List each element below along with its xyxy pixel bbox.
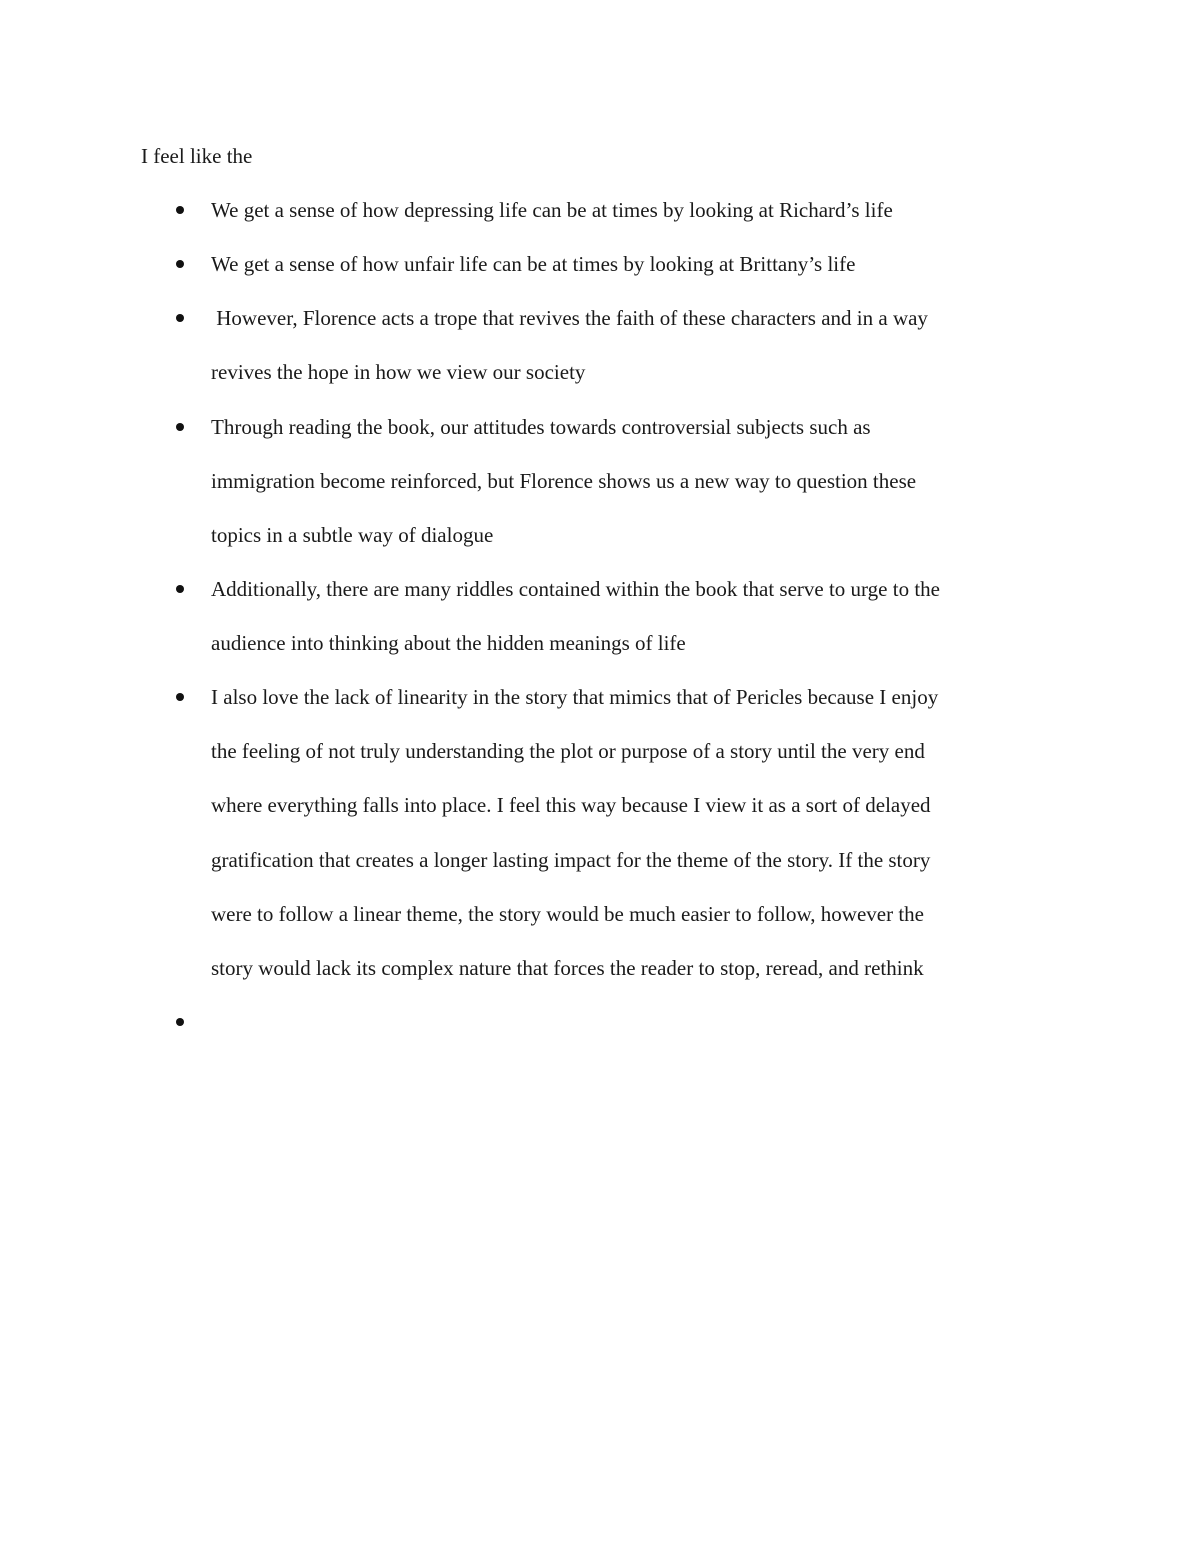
bullet-line: audience into thinking about the hidden meanings of life [211, 631, 686, 656]
bullet-icon [176, 693, 184, 701]
bullet-line: were to follow a linear theme, the story would be much easier to follow, however the [211, 901, 924, 926]
bullet-line: We get a sense of how unfair life can be at times by looking at Brittany’s life [211, 252, 856, 276]
bullet-line: I also love the lack of linearity in the story that mimics that of Pericles because I enjoy [211, 685, 939, 709]
bullet-line: We get a sense of how depressing life can be at times by looking at Richard’s life [211, 198, 893, 222]
bullet-text [211, 291, 1051, 399]
bullet-line: immigration become reinforced, but Florence shows us a new way to question these [211, 469, 917, 494]
intro-text: I feel like the [141, 144, 253, 168]
bullet-line: revives the hope in how we view our society [211, 360, 586, 385]
bullet-line: Through reading the book, our attitudes towards controversial subjects such as [211, 415, 871, 439]
bullet-line: However, Florence acts a trope that revives the faith of these characters and in a way [211, 306, 928, 330]
bullet-icon [176, 314, 184, 322]
bullet-text [211, 183, 1051, 237]
bullet-line: Additionally, there are many riddles contained within the book that serve to urge to the [211, 577, 940, 601]
bullet-icon [176, 423, 184, 431]
bullet-line: topics in a subtle way of dialogue [211, 523, 494, 548]
bullet-text [211, 237, 1051, 291]
bullet-line: the feeling of not truly understanding the plot or purpose of a story until the very end [211, 739, 925, 764]
bullet-line: story would lack its complex nature that forces the reader to stop, reread, and rethink [211, 956, 924, 981]
bullet-icon [176, 585, 184, 593]
bullet-text [211, 562, 1051, 670]
bullet-text [211, 400, 1051, 563]
bullet-icon [176, 206, 184, 214]
bullet-line: where everything falls into place. I feel this way because I view it as a sort of delayed [211, 793, 931, 818]
bullet-icon [176, 260, 184, 268]
bullet-line: gratification that creates a longer lasting impact for the theme of the story. If the story [211, 847, 931, 872]
bullet-icon [176, 1018, 184, 1026]
bullet-text [211, 670, 1051, 995]
